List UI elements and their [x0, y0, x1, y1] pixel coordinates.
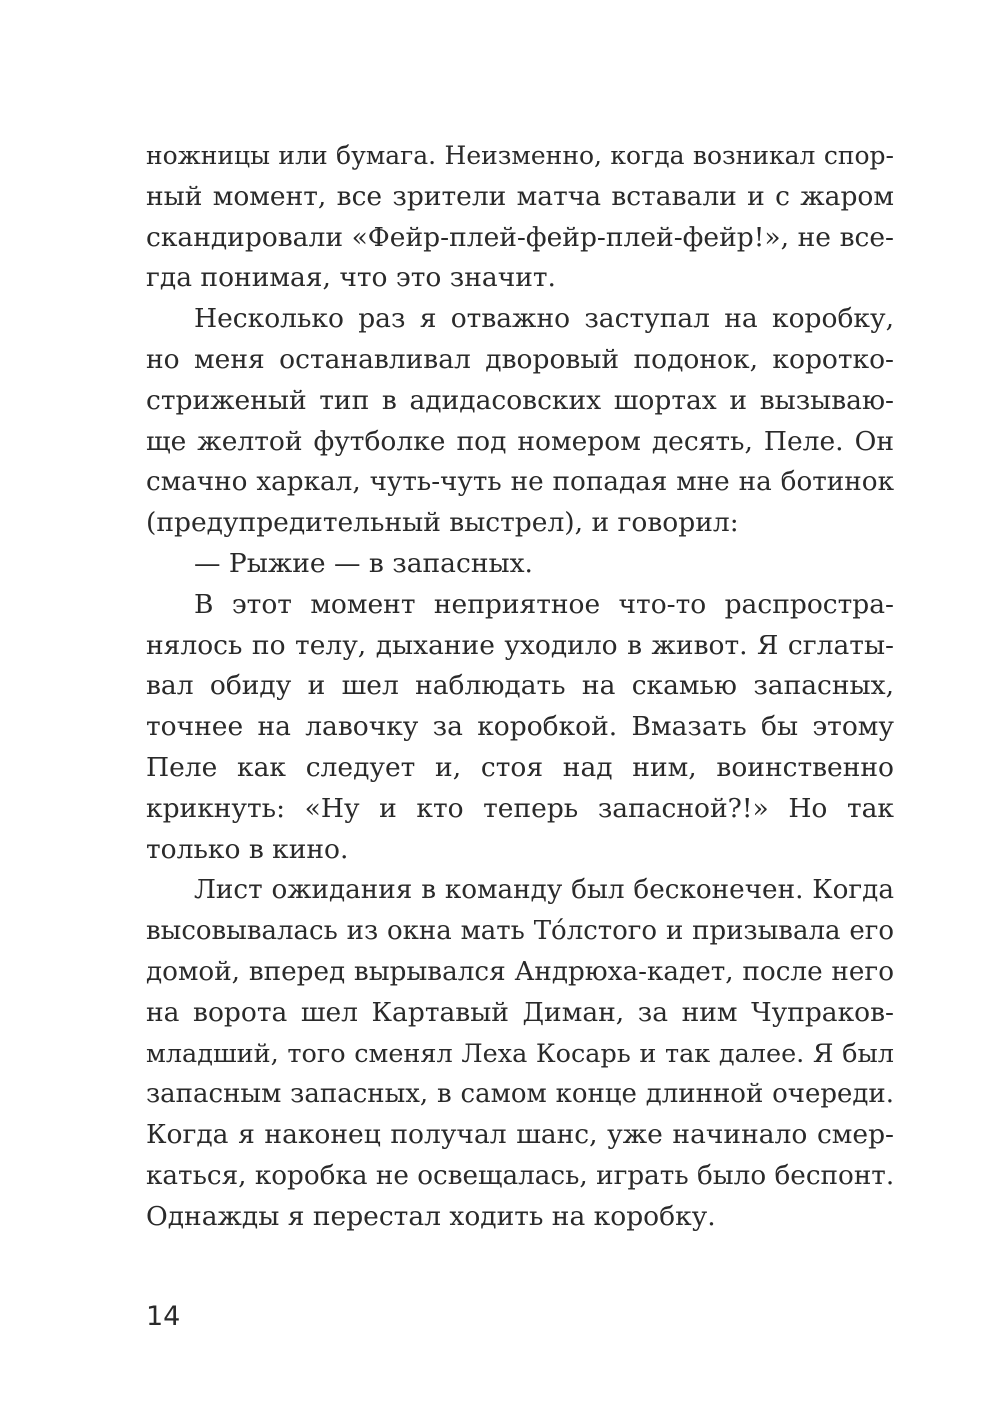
- text-line: вал обиду и шел наблюдать на скамью запасных,: [146, 670, 894, 702]
- text-line: смачно харкал, чуть-чуть не попадая мне на ботинок: [146, 467, 894, 498]
- text-line: нялось по телу, дыхание уходило в живот. Я сглаты-: [146, 629, 894, 661]
- text-line: В этот момент неприятное что-то распростра-: [194, 588, 894, 620]
- text-line: только в кино.: [146, 833, 349, 865]
- text-line: младший, того сменял Леха Косарь и так далее. Я был: [146, 1038, 894, 1069]
- text-line: ножницы или бумага. Неизменно, когда возникал спор-: [146, 141, 894, 170]
- text-line: Когда я наконец получал шанс, уже начинало смер-: [146, 1119, 894, 1151]
- text-line: Лист ожидания в команду был бесконечен. Когда: [194, 875, 894, 906]
- text-line: Однажды я перестал ходить на коробку.: [146, 1200, 716, 1232]
- body-text: [146, 136, 894, 1238]
- text-line: Несколько раз я отважно заступал на коробку,: [194, 303, 894, 335]
- text-line: ный момент, все зрители матча вставали и с жаром: [146, 180, 894, 212]
- text-line: крикнуть: «Ну и кто теперь запасной?!» Но так: [146, 792, 894, 824]
- text-line: скандировали «Фейр-плей-фейр-плей-фейр!», не все-: [146, 221, 894, 253]
- page-number: 14: [146, 1301, 181, 1332]
- text-line: домой, вперед вырывался Андрюха-кадет, после него: [146, 956, 894, 987]
- text-line: но меня останавливал дворовый подонок, коротко-: [146, 343, 894, 375]
- text-line: на ворота шел Картавый Диман, за ним Чупраков-: [146, 996, 894, 1028]
- text-line: высовывалась из окна мать То́лстого и призывала его: [146, 916, 894, 947]
- text-line: точнее на лавочку за коробкой. Вмазать бы этому: [146, 711, 894, 743]
- text-line: Пеле как следует и, стоя над ним, воинственно: [146, 751, 894, 783]
- text-line: гда понимая, что это значит.: [146, 262, 556, 294]
- dialogue-line: — Рыжие — в запасных.: [194, 547, 533, 579]
- text-line: каться, коробка не освещалась, играть было беспонт.: [146, 1160, 894, 1191]
- text-line: ще желтой футболке под номером десять, Пеле. Он: [146, 425, 894, 457]
- text-line: стриженый тип в адидасовских шортах и вызываю-: [146, 384, 894, 416]
- text-line: запасным запасных, в самом конце длинной очереди.: [146, 1079, 894, 1110]
- text-line: (предупредительный выстрел), и говорил:: [146, 507, 739, 539]
